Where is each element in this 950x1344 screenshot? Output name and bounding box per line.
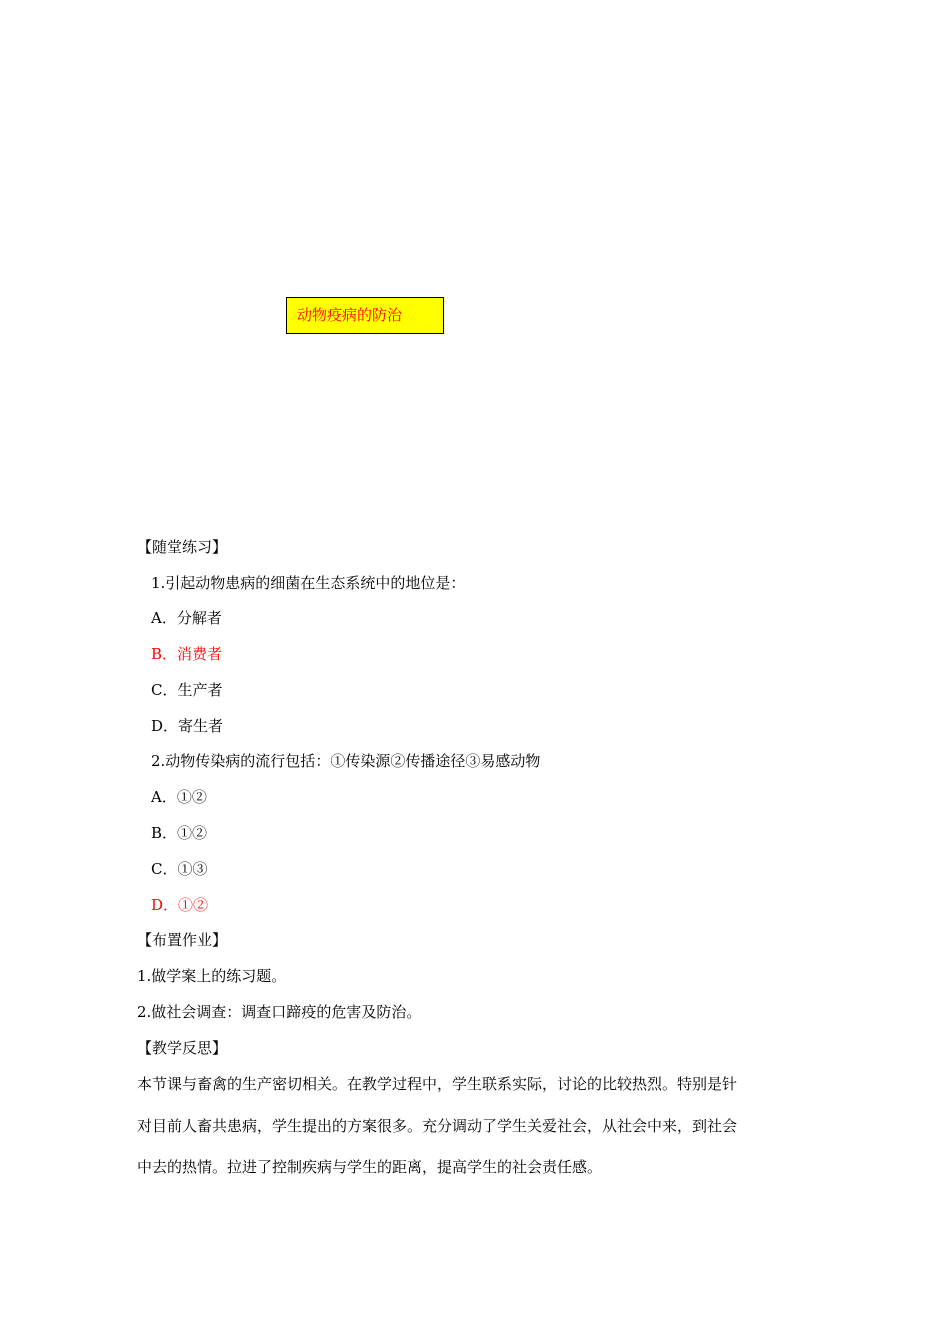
- q2-option-b: B．①②: [151, 824, 208, 842]
- q1-option-d: D．寄生者: [151, 717, 224, 735]
- topic-title-box: [286, 297, 444, 334]
- reflection-line-1: 本节课与畜禽的生产密切相关。在教学过程中，学生联系实际，讨论的比较热烈。特别是针: [137, 1075, 738, 1093]
- homework-item-1: 1.做学案上的练习题。: [137, 967, 287, 985]
- reflection-line-2: 对目前人畜共患病，学生提出的方案很多。充分调动了学生关爱社会，从社会中来，到社会: [137, 1117, 738, 1135]
- q2-option-a: A．①②: [151, 788, 207, 806]
- q2-option-d-answer: D．①②: [151, 896, 209, 914]
- homework-item-2: 2.做社会调查：调查口蹄疫的危害及防治。: [137, 1003, 422, 1021]
- topic-title: 动物疫病的防治: [297, 306, 403, 324]
- q1-question: 1.引起动物患病的细菌在生态系统中的地位是：: [151, 574, 466, 592]
- q1-option-b-answer: B．消费者: [151, 645, 223, 663]
- reflection-line-3: 中去的热情。拉进了控制疾病与学生的距离，提高学生的社会责任感。: [137, 1158, 603, 1176]
- q1-option-a: A．分解者: [151, 609, 222, 627]
- reflection-heading: 【教学反思】: [137, 1039, 228, 1057]
- q1-option-c: C．生产者: [151, 681, 223, 699]
- q2-option-c: C．①③: [151, 860, 208, 878]
- practice-heading: 【随堂练习】: [137, 538, 228, 556]
- q2-question: 2.动物传染病的流行包括：①传染源②传播途径③易感动物: [151, 752, 541, 770]
- homework-heading: 【布置作业】: [137, 931, 228, 949]
